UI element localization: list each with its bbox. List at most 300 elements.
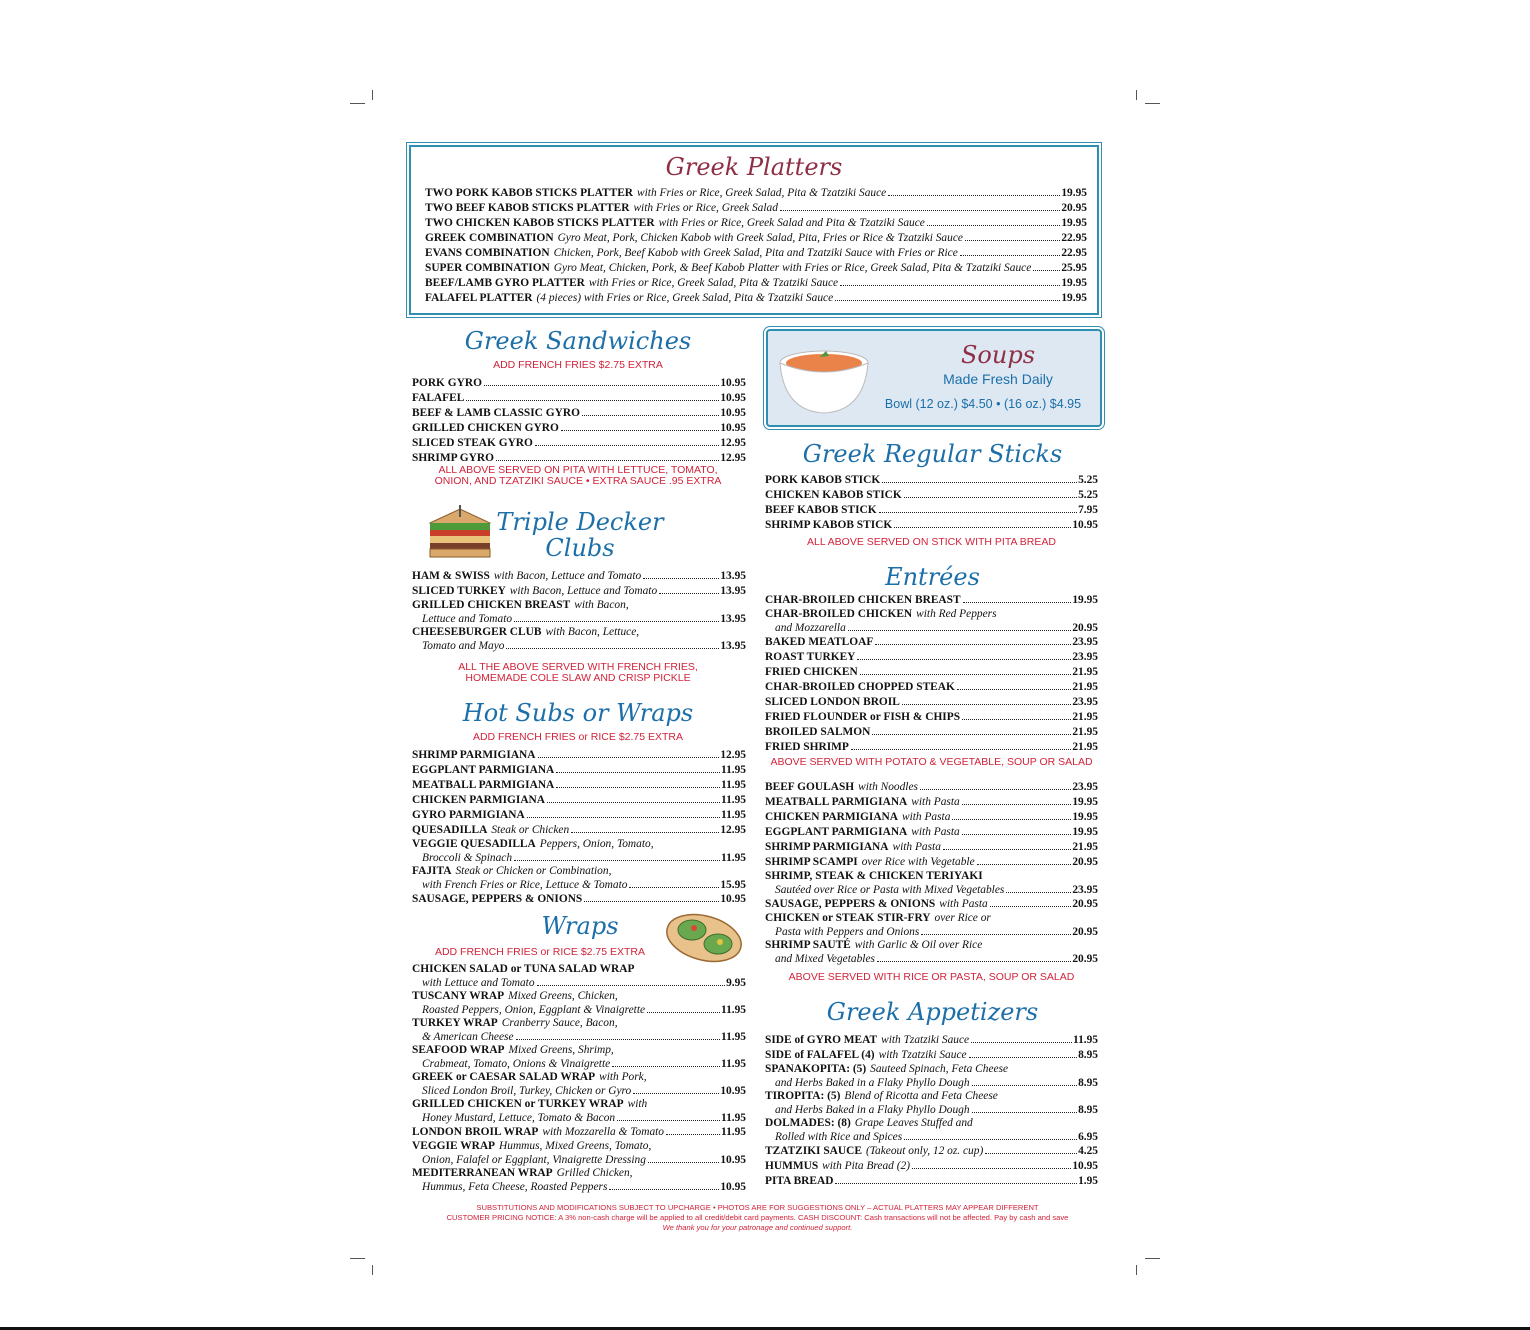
clubs-list <box>412 569 746 653</box>
menu-item-price: 15.95 <box>720 878 746 891</box>
section-note: ABOVE SERVED WITH POTATO & VEGETABLE, SOUP OR SALAD <box>770 756 1093 768</box>
menu-item-name: GYRO PARMIGIANA <box>412 809 525 821</box>
menu-item-name: FRIED FLOUNDER or FISH & CHIPS <box>765 711 961 723</box>
menu-item <box>765 1063 1098 1090</box>
menu-item-line <box>412 977 746 991</box>
dotted-leader <box>990 906 1072 907</box>
menu-item-line <box>412 1085 746 1099</box>
dotted-leader <box>466 400 719 401</box>
menu-item-name: CHAR-BROILED CHOPPED STEAK <box>765 681 955 693</box>
menu-item-name: GREEK COMBINATION <box>425 232 554 244</box>
menu-item-name: FRIED SHRIMP <box>765 741 849 753</box>
dotted-leader <box>848 630 1072 631</box>
crop-mark <box>1136 90 1137 100</box>
section-note: ADD FRENCH FRIES or RICE $2.75 EXTRA <box>434 946 646 958</box>
menu-item-description: with Pasta <box>911 826 960 838</box>
dotted-leader <box>894 527 1071 528</box>
menu-item-description: over Rice with Vegetable <box>861 856 975 868</box>
menu-item-description: and Mixed Vegetables <box>775 952 875 965</box>
menu-item-description: Cranberry Sauce, Bacon, <box>501 1017 618 1029</box>
menu-item-name: GRILLED CHICKEN GYRO <box>412 422 559 434</box>
menu-item-line <box>765 912 1098 926</box>
menu-item-line <box>765 953 1098 967</box>
menu-item-line <box>412 838 746 852</box>
menu-item-price: 12.95 <box>720 749 746 761</box>
menu-item-name: FRIED CHICKEN <box>765 666 858 678</box>
menu-item-price: 11.95 <box>721 809 746 821</box>
menu-item-name: SIDE of GYRO MEAT <box>765 1034 878 1046</box>
menu-item-price: 20.95 <box>1072 925 1098 938</box>
menu-item-line <box>412 963 746 977</box>
dotted-leader <box>629 887 719 888</box>
dotted-leader <box>971 1042 1072 1043</box>
menu-item-price: 4.25 <box>1078 1145 1098 1157</box>
menu-item-price: 6.95 <box>1078 1130 1098 1143</box>
menu-item-name: CHICKEN SALAD or TUNA SALAD WRAP <box>412 963 635 975</box>
menu-item-line <box>412 990 746 1004</box>
menu-item-name: GREEK or CAESAR SALAD WRAP <box>412 1071 596 1083</box>
menu-item-price: 11.95 <box>721 851 746 864</box>
menu-item <box>425 186 1087 201</box>
menu-item-name: SLICED LONDON BROIL <box>765 696 900 708</box>
menu-item-line <box>412 640 746 654</box>
menu-item <box>412 963 746 990</box>
entrees-list <box>765 780 1098 966</box>
menu-item-price: 10.95 <box>720 893 746 905</box>
greek-platters-box <box>409 145 1099 315</box>
menu-item-name: BEEF GOULASH <box>765 781 855 793</box>
section-title: Triple Decker <box>496 508 664 536</box>
menu-item-line <box>412 1058 746 1072</box>
menu-item-name: BEEF KABOB STICK <box>765 504 877 516</box>
menu-item <box>412 865 746 892</box>
menu-item-name: SHRIMP PARMIGIANA <box>765 841 889 853</box>
menu-item-price: 20.95 <box>1072 621 1098 634</box>
crop-mark <box>1145 1258 1160 1259</box>
menu-item-price: 13.95 <box>720 639 746 652</box>
dotted-leader <box>960 255 1061 256</box>
menu-item-description: over Rice or <box>934 912 991 924</box>
menu-item <box>425 201 1087 216</box>
menu-item-price: 11.95 <box>1073 1034 1098 1046</box>
dotted-leader <box>506 648 719 649</box>
menu-item <box>765 503 1098 518</box>
menu-item-description: Onion, Falafel or Eggplant, Vinaigrette Dressing <box>422 1153 646 1166</box>
menu-item-name: SLICED TURKEY <box>412 585 506 597</box>
menu-item-price: 10.95 <box>720 422 746 434</box>
menu-item <box>412 823 746 838</box>
menu-item-name: SHRIMP SAUTÉ <box>765 939 851 951</box>
menu-item-description: Grilled Chicken, <box>556 1167 633 1179</box>
menu-item-price: 10.95 <box>720 1084 746 1097</box>
section-note: ABOVE SERVED WITH RICE OR PASTA, SOUP OR SALAD <box>788 971 1075 983</box>
section-note: ONION, AND TZATZIKI SAUCE • EXTRA SAUCE .95 EXTRA <box>434 475 722 487</box>
menu-item-price: 22.95 <box>1061 232 1087 244</box>
menu-item <box>765 635 1098 650</box>
menu-item <box>412 1098 746 1125</box>
menu-item <box>765 1144 1098 1159</box>
menu-item <box>765 810 1098 825</box>
section-note: HOMEMADE COLE SLAW AND CRISP PICKLE <box>465 672 691 684</box>
menu-item-name: HAM & SWISS <box>412 570 490 582</box>
menu-item-name: SPANAKOPITA: (5) <box>765 1063 867 1075</box>
dotted-leader <box>835 1183 1077 1184</box>
section-title: Greek Appetizers <box>826 998 1039 1026</box>
menu-item-name: MEATBALL PARMIGIANA <box>765 796 908 808</box>
menu-item-name: HUMMUS <box>765 1160 819 1172</box>
dotted-leader <box>643 578 719 579</box>
menu-item-description: with Bacon, Lettuce and Tomato <box>493 570 642 582</box>
menu-item-price: 8.95 <box>1078 1103 1098 1116</box>
dotted-leader <box>1006 892 1071 893</box>
menu-item-description: Sautéed over Rice or Pasta with Mixed Vegetables <box>775 883 1005 896</box>
menu-item-price: 5.25 <box>1078 474 1098 486</box>
menu-item <box>412 391 746 406</box>
dotted-leader <box>516 1039 720 1040</box>
menu-item-price: 11.95 <box>721 1126 746 1138</box>
menu-item-name: BEEF/LAMB GYRO PLATTER <box>425 277 585 289</box>
menu-item-name: CHICKEN KABOB STICK <box>765 489 902 501</box>
menu-item-description: Crabmeat, Tomato, Onions & Vinaigrette <box>422 1057 611 1070</box>
menu-item-line <box>765 926 1098 940</box>
menu-item-description: with Bacon, Lettuce, <box>545 626 640 638</box>
menu-item-line <box>765 1104 1098 1118</box>
dotted-leader <box>1033 270 1060 271</box>
menu-item-description: Chicken, Pork, Beef Kabob with Greek Salad, Pita and Tzatziki Sauce with Fries or Rice <box>553 247 958 259</box>
menu-item-price: 13.95 <box>720 570 746 582</box>
dotted-leader <box>633 1093 719 1094</box>
menu-item <box>765 593 1098 608</box>
menu-item-description: and Herbs Baked in a Flaky Phyllo Dough <box>775 1103 970 1116</box>
menu-item <box>765 488 1098 503</box>
dotted-leader <box>962 719 1071 720</box>
dotted-leader <box>977 864 1072 865</box>
menu-item <box>765 1090 1098 1117</box>
soup-bowl-icon <box>778 341 874 417</box>
menu-item-description: with Noodles <box>858 781 918 793</box>
menu-item-price: 25.95 <box>1061 262 1087 274</box>
dotted-leader <box>952 819 1071 820</box>
menu-item <box>412 990 746 1017</box>
menu-item-price: 11.95 <box>721 1111 746 1124</box>
menu-item-line <box>412 1154 746 1168</box>
menu-item-price: 10.95 <box>720 392 746 404</box>
menu-item <box>765 695 1098 710</box>
menu-item-name: SHRIMP GYRO <box>412 452 494 464</box>
menu-item-name: SEAFOOD WRAP <box>412 1044 505 1056</box>
section-title: Greek Platters <box>665 153 843 181</box>
dotted-leader <box>659 593 719 594</box>
menu-item <box>412 892 746 907</box>
menu-item-price: 19.95 <box>1061 277 1087 289</box>
menu-item-name: BAKED MEATLOAF <box>765 636 874 648</box>
wraps-list <box>412 963 746 1194</box>
menu-item <box>412 599 746 626</box>
menu-item-price: 23.95 <box>1072 781 1098 793</box>
menu-item-line <box>412 613 746 627</box>
menu-item <box>412 748 746 763</box>
menu-item-price: 11.95 <box>721 779 746 791</box>
menu-item-price: 21.95 <box>1072 681 1098 693</box>
section-note: ADD FRENCH FRIES $2.75 EXTRA <box>493 359 663 371</box>
crop-mark <box>1136 1265 1137 1275</box>
menu-item-price: 21.95 <box>1072 666 1098 678</box>
menu-item-description: Gyro Meat, Pork, Chicken Kabob with Greek Salad, Pita, Fries or Rice & Tzatziki Sauce <box>557 232 963 244</box>
dotted-leader <box>872 734 1071 735</box>
menu-item <box>765 1117 1098 1144</box>
dotted-leader <box>571 832 719 833</box>
menu-item-name: EGGPLANT PARMIGIANA <box>412 764 555 776</box>
menu-item <box>765 825 1098 840</box>
menu-item <box>412 778 746 793</box>
menu-item-line <box>412 865 746 879</box>
menu-item <box>412 1125 746 1140</box>
menu-item-name: FAJITA <box>412 865 452 877</box>
menu-item-price: 1.95 <box>1078 1175 1098 1187</box>
dotted-leader <box>538 757 720 758</box>
section-note: ALL THE ABOVE SERVED WITH FRENCH FRIES, <box>458 661 698 673</box>
dotted-leader <box>840 285 1060 286</box>
menu-item-price: 12.95 <box>720 452 746 464</box>
menu-item-line <box>412 1167 746 1181</box>
crop-mark <box>350 103 365 104</box>
menu-item-price: 10.95 <box>720 1180 746 1193</box>
menu-item-description: with Garlic & Oil over Rice <box>854 939 983 951</box>
dotted-leader <box>860 674 1072 675</box>
menu-item-line <box>412 1140 746 1154</box>
dotted-leader <box>582 415 719 416</box>
crop-mark <box>372 90 373 100</box>
menu-item <box>425 261 1087 276</box>
menu-item-name: TWO CHICKEN KABOB STICKS PLATTER <box>425 217 655 229</box>
menu-item-description: Tomato and Mayo <box>422 639 505 652</box>
menu-item-name: GRILLED CHICKEN or TURKEY WRAP <box>412 1098 624 1110</box>
menu-item-line <box>412 1031 746 1045</box>
menu-item-price: 21.95 <box>1072 741 1098 753</box>
menu-item-description: with Pork, <box>599 1071 647 1083</box>
dotted-leader <box>514 621 719 622</box>
menu-item <box>765 897 1098 912</box>
menu-item <box>412 1140 746 1167</box>
menu-item-description: with Tzatziki Sauce <box>878 1049 967 1061</box>
menu-item-name: SLICED STEAK GYRO <box>412 437 533 449</box>
menu-item-name: SHRIMP KABOB STICK <box>765 519 893 531</box>
menu-item-price: 19.95 <box>1072 594 1098 606</box>
menu-item-price: 9.95 <box>726 976 746 989</box>
dotted-leader <box>904 497 1077 498</box>
dotted-leader <box>535 445 719 446</box>
dotted-leader <box>537 985 726 986</box>
menu-item-price: 23.95 <box>1072 696 1098 708</box>
club-sandwich-icon <box>424 505 496 567</box>
menu-item-description: with Bacon, <box>574 599 629 611</box>
menu-item <box>765 1159 1098 1174</box>
dotted-leader <box>972 1112 1078 1113</box>
menu-item-price: 19.95 <box>1072 811 1098 823</box>
dotted-leader <box>857 659 1071 660</box>
dotted-leader <box>943 849 1071 850</box>
menu-item-description: with <box>627 1098 648 1110</box>
menu-item <box>765 870 1098 897</box>
menu-item <box>412 569 746 584</box>
menu-item-price: 21.95 <box>1072 841 1098 853</box>
menu-item-description: with Pasta <box>911 796 960 808</box>
dotted-leader <box>921 934 1071 935</box>
menu-item-description: Blend of Ricotta and Feta Cheese <box>844 1090 998 1102</box>
menu-item-description: with Pita Bread (2) <box>822 1160 910 1172</box>
menu-item-price: 23.95 <box>1072 636 1098 648</box>
menu-item-description: Rolled with Rice and Spices <box>775 1130 903 1143</box>
menu-item-price: 10.95 <box>720 377 746 389</box>
menu-item-name: SAUSAGE, PEPPERS & ONIONS <box>412 893 583 905</box>
menu-item-description: with Tzatziki Sauce <box>881 1034 970 1046</box>
sandwiches-list <box>412 376 746 466</box>
menu-item-price: 19.95 <box>1061 187 1087 199</box>
menu-item <box>412 436 746 451</box>
menu-item-description: Peppers, Onion, Tomato, <box>539 838 654 850</box>
menu-item-name: TWO BEEF KABOB STICKS PLATTER <box>425 202 630 214</box>
menu-item-price: 12.95 <box>720 824 746 836</box>
menu-item <box>765 665 1098 680</box>
dotted-leader <box>561 430 720 431</box>
menu-item-name: BROILED SALMON <box>765 726 871 738</box>
menu-item-line <box>412 879 746 893</box>
dotted-leader <box>969 1057 1078 1058</box>
menu-item <box>412 626 746 653</box>
menu-item-line <box>412 1112 746 1126</box>
menu-item-price: 11.95 <box>721 794 746 806</box>
menu-item-price: 20.95 <box>1061 202 1087 214</box>
menu-item-price: 20.95 <box>1072 856 1098 868</box>
menu-item-name: FALAFEL PLATTER <box>425 292 533 304</box>
dotted-leader <box>648 1162 719 1163</box>
menu-item-line <box>412 1071 746 1085</box>
menu-item <box>765 650 1098 665</box>
menu-item-name: SHRIMP PARMIGIANA <box>412 749 536 761</box>
menu-item-description: Broccoli & Spinach <box>422 851 513 864</box>
menu-item-name: CHAR-BROILED CHICKEN BREAST <box>765 594 961 606</box>
menu-item <box>412 793 746 808</box>
menu-item <box>765 1174 1098 1189</box>
menu-item-name: QUESADILLA <box>412 824 488 836</box>
section-title: Soups <box>960 341 1036 369</box>
menu-item-name: PITA BREAD <box>765 1175 834 1187</box>
menu-item-name: FALAFEL <box>412 392 465 404</box>
menu-item-name: EVANS COMBINATION <box>425 247 550 259</box>
menu-item-description: Hummus, Mixed Greens, Tomato, <box>499 1140 652 1152</box>
menu-item-name: SHRIMP, STEAK & CHICKEN TERIYAKI <box>765 870 983 882</box>
menu-item-name: DOLMADES: (8) <box>765 1117 851 1129</box>
menu-item-name: SUPER COMBINATION <box>425 262 550 274</box>
menu-item <box>765 473 1098 488</box>
menu-item <box>765 780 1098 795</box>
menu-item <box>425 231 1087 246</box>
footer-notice <box>380 1203 1135 1233</box>
menu-item <box>412 1167 746 1194</box>
menu-item-price: 5.25 <box>1078 489 1098 501</box>
menu-item-price: 22.95 <box>1061 247 1087 259</box>
dotted-leader <box>556 772 720 773</box>
menu-item-name: TIROPITA: (5) <box>765 1090 841 1102</box>
menu-item-price: 23.95 <box>1072 883 1098 896</box>
menu-item-line <box>412 1004 746 1018</box>
dotted-leader <box>904 1139 1077 1140</box>
menu-item-description: (Takeout only, 12 oz. cup) <box>865 1145 984 1157</box>
menu-item-name: TZATZIKI SAUCE <box>765 1145 862 1157</box>
menu-item-price: 12.95 <box>720 437 746 449</box>
menu-item-description: Pasta with Peppers and Onions <box>775 925 920 938</box>
menu-item-line <box>412 626 746 640</box>
menu-item <box>765 855 1098 870</box>
wrap-icon <box>664 906 748 968</box>
menu-item-name: CHICKEN PARMIGIANA <box>412 794 545 806</box>
dotted-leader <box>647 1012 720 1013</box>
menu-item <box>412 763 746 778</box>
menu-item-price: 13.95 <box>720 585 746 597</box>
menu-item-description: Mixed Greens, Chicken, <box>508 990 618 1002</box>
dotted-leader <box>875 644 1071 645</box>
menu-item-line <box>412 599 746 613</box>
footer-line: CUSTOMER PRICING NOTICE: A 3% non-cash charge will be applied to all credit/debit card payments. CASH DISCOUNT: Cash transactions will not be affected. Pay by cash and save <box>446 1213 1069 1222</box>
menu-item-line <box>765 884 1098 898</box>
menu-item-line <box>412 1017 746 1031</box>
menu-item-name: GRILLED CHICKEN BREAST <box>412 599 571 611</box>
dotted-leader <box>927 225 1061 226</box>
dotted-leader <box>882 482 1077 483</box>
crop-mark <box>372 1265 373 1275</box>
menu-item-description: with French Fries or Rice, Lettuce & Tomato <box>422 878 628 891</box>
platters-list <box>425 186 1087 306</box>
menu-item-line <box>765 1117 1098 1131</box>
menu-item <box>412 584 746 599</box>
menu-item <box>765 912 1098 939</box>
soups-sizes: Bowl (12 oz.) $4.50 • (16 oz.) $4.95 <box>884 397 1082 411</box>
menu-item-name: CHEESEBURGER CLUB <box>412 626 542 638</box>
menu-item <box>765 740 1098 755</box>
menu-item-price: 10.95 <box>720 1153 746 1166</box>
dotted-leader <box>985 1153 1077 1154</box>
dotted-leader <box>912 1168 1071 1169</box>
menu-item-description: Grape Leaves Stuffed and <box>854 1117 973 1129</box>
dotted-leader <box>965 240 1060 241</box>
dotted-leader <box>584 901 719 902</box>
menu-item-line <box>765 870 1098 884</box>
section-title: Wraps <box>541 912 619 940</box>
menu-item-line <box>765 1077 1098 1091</box>
menu-item-description: Steak or Chicken or Combination, <box>455 865 612 877</box>
subs-list <box>412 748 746 907</box>
menu-item-description: with Fries or Rice, Greek Salad, Pita & Tzatziki Sauce <box>637 187 887 199</box>
menu-item-description: (4 pieces) with Fries or Rice, Greek Salad, Pita & Tzatziki Sauce <box>536 292 834 304</box>
menu-item-description: with Bacon, Lettuce and Tomato <box>509 585 658 597</box>
menu-item <box>425 246 1087 261</box>
dotted-leader <box>920 789 1071 790</box>
dotted-leader <box>962 834 1072 835</box>
menu-item-description: Steak or Chicken <box>491 824 570 836</box>
dotted-leader <box>547 802 720 803</box>
menu-item-price: 19.95 <box>1061 217 1087 229</box>
dotted-leader <box>496 460 719 461</box>
menu-item-line <box>765 608 1098 622</box>
menu-item-price: 11.95 <box>721 1057 746 1070</box>
menu-item-description: with Fries or Rice, Greek Salad and Pita & Tzatziki Sauce <box>658 217 925 229</box>
crop-mark <box>1145 103 1160 104</box>
dotted-leader <box>963 602 1072 603</box>
menu-item <box>412 1071 746 1098</box>
menu-item-line <box>412 1181 746 1195</box>
menu-item-name: VEGGIE WRAP <box>412 1140 496 1152</box>
section-title: Hot Subs or Wraps <box>462 699 694 727</box>
